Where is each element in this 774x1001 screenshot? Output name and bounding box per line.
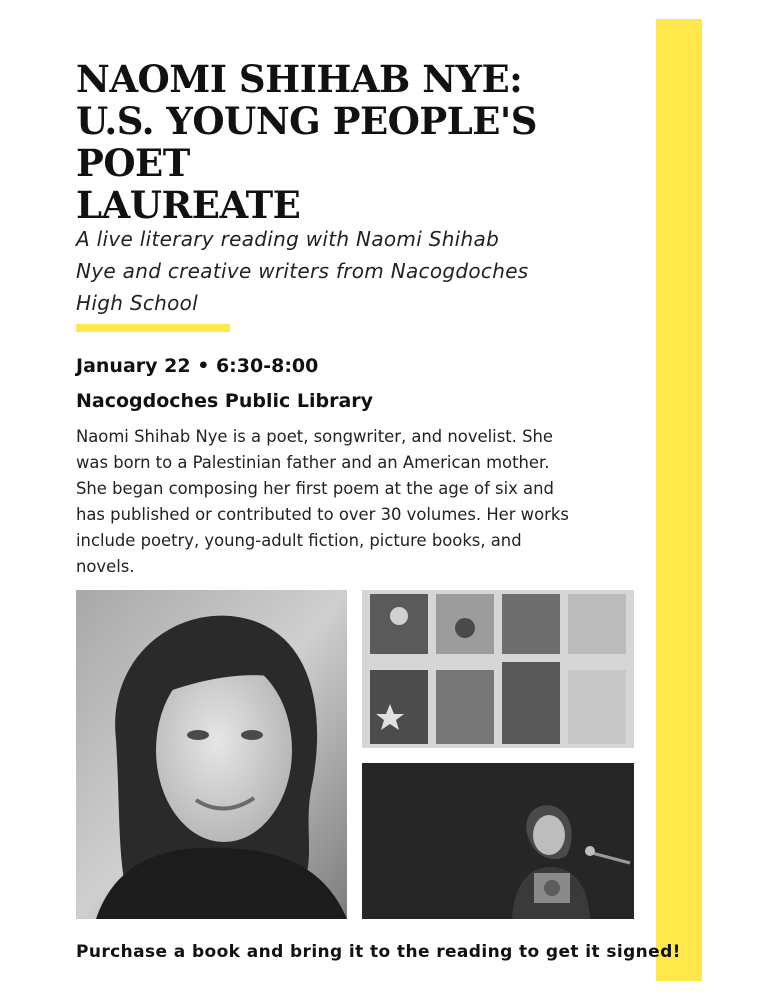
bio-line: novels. (76, 557, 135, 576)
book-covers-illustration (362, 590, 634, 748)
bio-line: was born to a Palestinian father and an American mother. (76, 453, 550, 472)
subtitle-line: High School (76, 291, 199, 315)
yellow-side-bar (656, 19, 702, 981)
bio-line: She began composing her first poem at the age of six and (76, 479, 554, 498)
bio-line: Naomi Shihab Nye is a poet, songwriter, and novelist. She (76, 427, 553, 446)
title-line: U.S. YOUNG PEOPLE'S POET (76, 99, 537, 185)
book-covers-photo (362, 590, 634, 748)
bio-paragraph (76, 424, 651, 580)
accent-divider (76, 324, 230, 332)
subtitle-line: A live literary reading with Naomi Shihab (76, 227, 500, 251)
bio-line: include poetry, young-adult fiction, picture books, and (76, 531, 522, 550)
stage-illustration (362, 763, 634, 919)
author-portrait-photo (76, 590, 347, 919)
portrait-illustration (76, 590, 347, 919)
event-date-time: January 22 • 6:30-8:00 (76, 355, 319, 377)
page-title (76, 58, 646, 226)
title-line: LAUREATE (76, 183, 301, 227)
title-line: NAOMI SHIHAB NYE: (76, 57, 523, 101)
subtitle-line: Nye and creative writers from Nacogdoches (76, 259, 529, 283)
event-venue: Nacogdoches Public Library (76, 390, 374, 412)
bio-line: has published or contributed to over 30 volumes. Her works (76, 505, 569, 524)
reading-stage-photo (362, 763, 634, 919)
footer-note: Purchase a book and bring it to the reading to get it signed! (76, 942, 681, 962)
subtitle (76, 223, 596, 319)
